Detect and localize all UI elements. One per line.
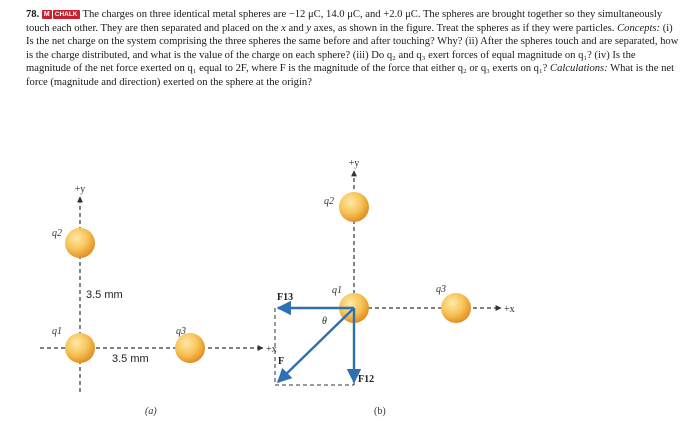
fig-a-caption: (a) <box>145 406 157 417</box>
fig-b-x-label: +x <box>504 304 515 315</box>
problem-text-3: axes, as shown in the figure. Treat the spheres as if they were particles. <box>311 22 618 34</box>
problem-number: 78. <box>26 9 40 20</box>
fig-b-caption: (b) <box>374 406 386 417</box>
concepts-label: Concepts: <box>617 22 661 34</box>
fig-a-q2-label: q2 <box>52 228 62 239</box>
fig-b-sphere-q3 <box>441 293 471 323</box>
fig-b-f13-label: F13 <box>277 292 294 303</box>
x-variable: x <box>281 22 286 34</box>
fig-a-y-label: +y <box>74 184 86 195</box>
fig-a-q1-label: q1 <box>52 326 62 337</box>
fig-b-net-force-arrow <box>278 308 354 382</box>
problem-text-5: What is the net force (magnitude and direction) exerted on the sphere at the origin? <box>26 63 675 88</box>
figure-a <box>40 184 277 417</box>
fig-b-f12-label: F12 <box>358 374 375 385</box>
fig-a-sphere-q1 <box>65 333 95 363</box>
fig-a-sphere-q2 <box>65 228 95 258</box>
problem-text-4: (i) Is the net charge on the system comprising the three spheres the same before and after touching? Why? (ii) After the spheres touch and are separated, how is the charge distributed, and what is the value of the charge on each sphere? (iii) Do q₂ and q₃ exert forces of equal magnitude on q₁? (iv) Is the magnitude of the net force exerted on q₁ equal to 2F, where F is the magnitude of the force that either q₂ or q₃ exerts on q₁? <box>26 22 679 75</box>
fig-a-horizontal-distance: 3.5 mm <box>112 353 149 365</box>
problem-text-2: and <box>285 22 307 34</box>
fig-b-net-force-label: F <box>278 356 285 367</box>
fig-a-x-label: +x <box>266 344 277 355</box>
fig-b-y-label: +y <box>348 158 360 169</box>
fig-b-sphere-q2 <box>339 192 369 222</box>
m-badge: M <box>43 11 50 18</box>
fig-b-q1-label: q1 <box>332 285 342 296</box>
chalk-badge: CHALK <box>54 11 78 18</box>
y-variable: y <box>306 22 312 34</box>
problem-text-1: The charges on three identical metal spheres are −12 μC, 14.0 μC, and +2.0 μC. The spheres are brought together so they simultaneously touch each other. They are then separated and placed on the <box>26 9 663 34</box>
fig-b-angle-label: θ <box>322 316 327 327</box>
fig-a-vertical-distance: 3.5 mm <box>86 289 123 301</box>
fig-b-q2-label: q2 <box>324 196 334 207</box>
figure-b <box>275 158 515 417</box>
fig-a-q3-label: q3 <box>176 326 186 337</box>
fig-b-q3-label: q3 <box>436 284 446 295</box>
fig-a-sphere-q3 <box>175 333 205 363</box>
calculations-label: Calculations: <box>550 63 608 75</box>
